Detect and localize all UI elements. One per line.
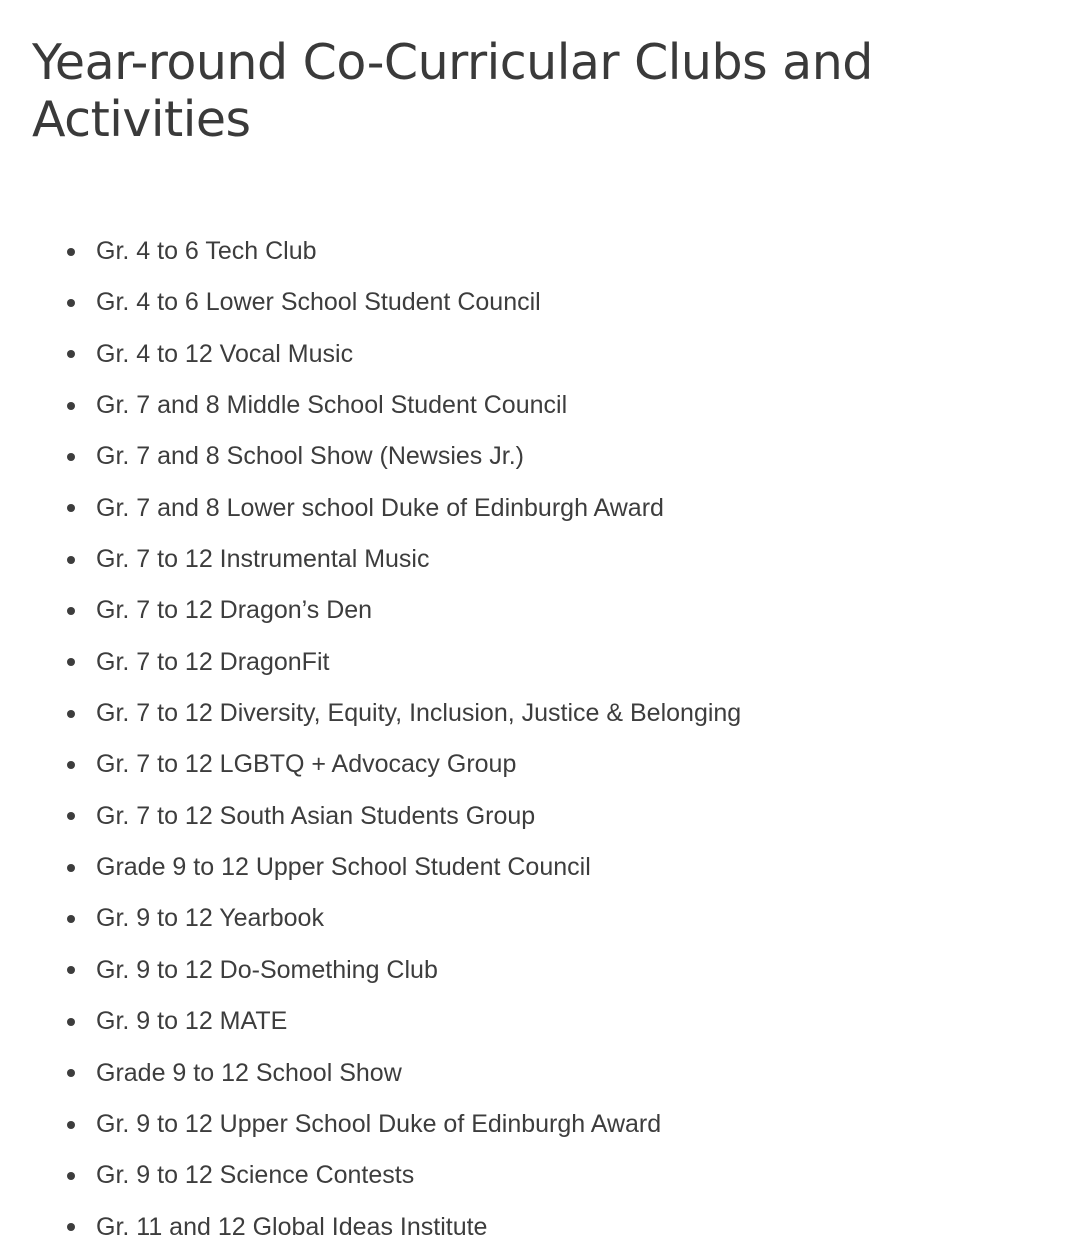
club-name: Gr. 9 to 12 Do-Something Club (96, 955, 438, 984)
list-item (0, 739, 1080, 790)
bullet-icon (67, 658, 75, 666)
list-item (0, 893, 1080, 944)
club-name: Gr. 9 to 12 MATE (96, 1007, 288, 1036)
list-item (0, 791, 1080, 842)
bullet-icon (67, 1223, 75, 1231)
list-item (0, 688, 1080, 739)
bullet-icon (67, 504, 75, 512)
club-name: Gr. 4 to 6 Tech Club (96, 237, 317, 265)
club-name: Grade 9 to 12 School Show (96, 1058, 402, 1087)
list-item (0, 226, 1080, 277)
club-name: Gr. 9 to 12 Science Contests (96, 1161, 415, 1190)
list-item (0, 431, 1080, 482)
bullet-icon (67, 453, 75, 461)
bullet-icon (67, 248, 75, 256)
bullet-icon (67, 1069, 75, 1077)
bullet-icon (67, 1172, 75, 1180)
club-name: Gr. 9 to 12 Upper School Duke of Edinburgh Award (96, 1109, 662, 1138)
club-name: Gr. 7 and 8 School Show (Newsies Jr.) (96, 442, 524, 471)
club-name: Gr. 11 and 12 Global Ideas Institute (96, 1212, 488, 1241)
club-name: Gr. 7 to 12 Dragon’s Den (96, 596, 373, 625)
club-name: Grade 9 to 12 Upper School Student Council (96, 853, 591, 882)
club-name: Gr. 4 to 6 Lower School Student Council (96, 288, 541, 317)
list-item (0, 277, 1080, 328)
list-item (0, 842, 1080, 893)
bullet-icon (67, 402, 75, 410)
bullet-icon (67, 710, 75, 718)
list-item (0, 1048, 1080, 1099)
list-item (0, 1202, 1080, 1253)
club-name: Gr. 7 to 12 South Asian Students Group (96, 801, 536, 830)
club-name: Gr. 7 to 12 DragonFit (96, 647, 330, 676)
club-name: Gr. 7 to 12 Diversity, Equity, Inclusion, Justice & Belonging (96, 699, 742, 728)
club-name: Gr. 7 to 12 Instrumental Music (96, 545, 430, 574)
club-name: Gr. 7 and 8 Lower school Duke of Edinburgh Award (96, 493, 664, 522)
club-name: Gr. 7 and 8 Middle School Student Council (96, 391, 568, 420)
bullet-icon (67, 1018, 75, 1026)
list-item (0, 380, 1080, 431)
bullet-icon (67, 1121, 75, 1129)
bullet-icon (67, 966, 75, 974)
club-name: Gr. 7 to 12 LGBTQ + Advocacy Group (96, 750, 517, 779)
list-item (0, 534, 1080, 585)
bullet-icon (67, 556, 75, 564)
bullet-icon (67, 350, 75, 358)
list-item (0, 1150, 1080, 1201)
club-name: Gr. 9 to 12 Yearbook (96, 904, 324, 933)
club-name: Gr. 4 to 12 Vocal Music (96, 339, 354, 368)
list-item (0, 996, 1080, 1047)
list-item (0, 637, 1080, 688)
list-item (0, 585, 1080, 636)
list-item (0, 1099, 1080, 1150)
page-title: Year-round Co-Curricular Clubs and Activities (32, 34, 873, 148)
list-item (0, 945, 1080, 996)
bullet-icon (67, 299, 75, 307)
bullet-icon (67, 812, 75, 820)
bullet-icon (67, 864, 75, 872)
bullet-icon (67, 915, 75, 923)
list-item (0, 329, 1080, 380)
bullet-icon (67, 607, 75, 615)
club-list (0, 226, 1080, 1253)
bullet-icon (67, 761, 75, 769)
list-item (0, 483, 1080, 534)
